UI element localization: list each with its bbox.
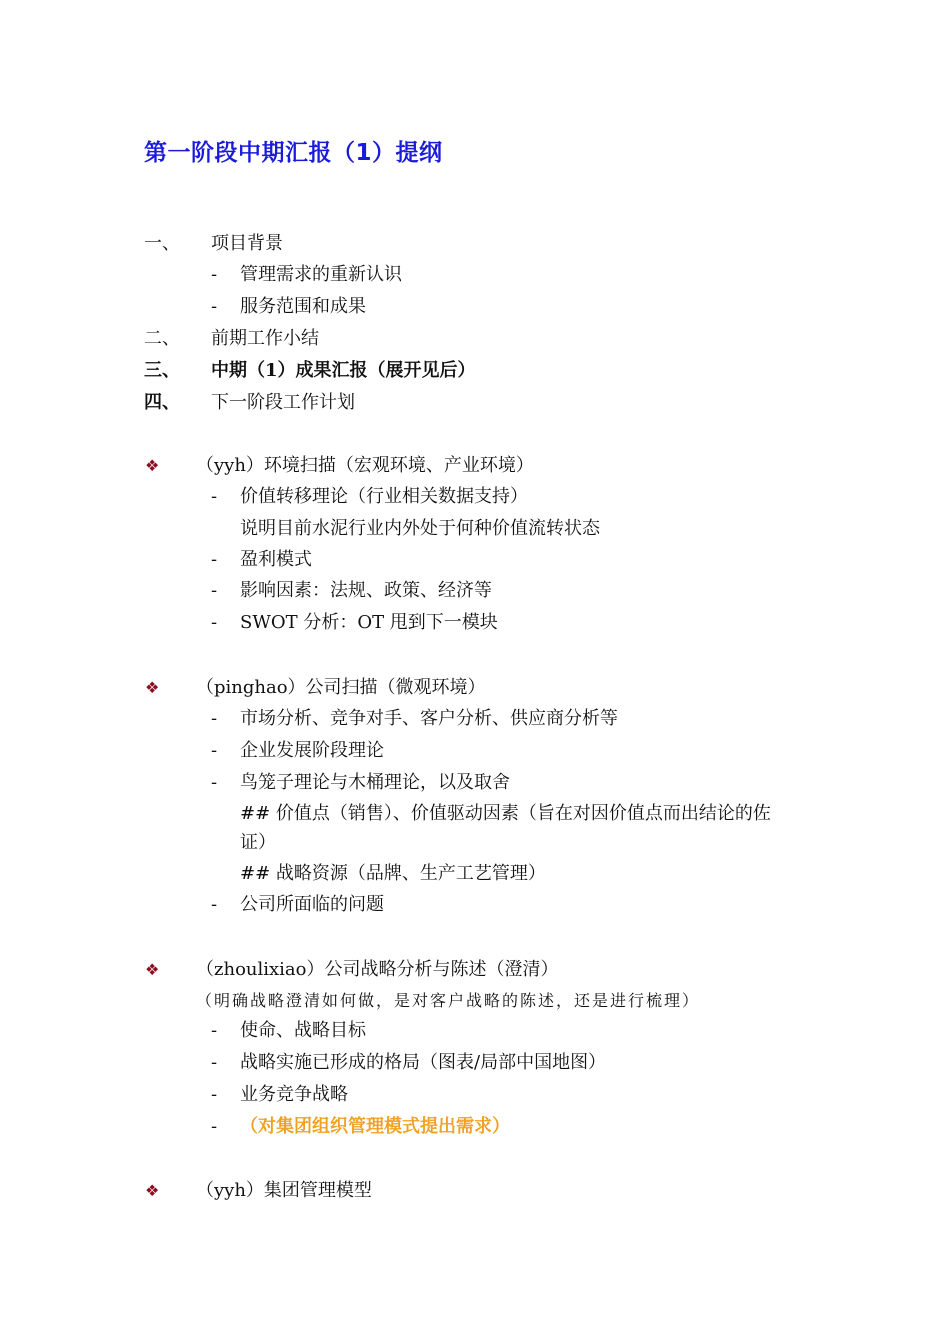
section-note: （明确战略澄清如何做，是对客户战略的陈述，还是进行梳理）: [196, 991, 701, 1010]
dash-marker: -: [211, 1020, 218, 1041]
section-heading: （zhoulixiao）公司战略分析与陈述（澄清）: [196, 959, 559, 980]
list-item: 说明目前水泥行业内外处于何种价值流转状态: [240, 518, 600, 539]
section-heading: （yyh）集团管理模型: [196, 1180, 372, 1201]
dash-marker: -: [211, 1116, 218, 1137]
section-heading: （pinghao）公司扫描（微观环境）: [196, 677, 486, 698]
list-item: SWOT 分析：OT 甩到下一模块: [240, 612, 498, 633]
list-item: 证）: [240, 832, 276, 853]
list-item: ## 价值点（销售）、价值驱动因素（旨在对因价值点而出结论的佐: [240, 803, 771, 824]
dash-marker: -: [211, 486, 218, 507]
highlight-item: （对集团组织管理模式提出需求）: [240, 1116, 510, 1137]
outline-num-3: 三、: [144, 360, 180, 381]
list-item: 企业发展阶段理论: [240, 740, 384, 761]
dash-marker: -: [211, 612, 218, 633]
outline-subitem: 管理需求的重新认识: [240, 264, 402, 285]
outline-item-1: 项目背景: [211, 233, 283, 254]
outline-num-1: 一、: [144, 233, 180, 254]
outline-num-2: 二、: [144, 328, 180, 349]
list-item: 公司所面临的问题: [240, 894, 384, 915]
diamond-bullet-icon: ❖: [145, 960, 160, 979]
diamond-bullet-icon: ❖: [145, 1181, 160, 1200]
dash-marker: -: [211, 1052, 218, 1073]
dash-marker: -: [211, 264, 218, 285]
list-item: 鸟笼子理论与木桶理论，以及取舍: [240, 772, 510, 793]
list-item: ## 战略资源（品牌、生产工艺管理）: [240, 863, 546, 884]
dash-marker: -: [211, 708, 218, 729]
outline-num-4: 四、: [144, 392, 180, 413]
dash-marker: -: [211, 580, 218, 601]
dash-marker: -: [211, 1084, 218, 1105]
dash-marker: -: [211, 549, 218, 570]
list-item: 业务竞争战略: [240, 1084, 348, 1105]
list-item: 使命、战略目标: [240, 1020, 366, 1041]
dash-marker: -: [211, 772, 218, 793]
outline-item-2: 前期工作小结: [211, 328, 319, 349]
outline-item-3: 中期（1）成果汇报（展开见后）: [211, 360, 476, 381]
list-item: 影响因素：法规、政策、经济等: [240, 580, 492, 601]
outline-item-4: 下一阶段工作计划: [211, 392, 355, 413]
dash-marker: -: [211, 296, 218, 317]
dash-marker: -: [211, 740, 218, 761]
diamond-bullet-icon: ❖: [145, 456, 160, 475]
outline-subitem: 服务范围和成果: [240, 296, 366, 317]
section-heading: （yyh）环境扫描（宏观环境、产业环境）: [196, 455, 534, 476]
page-title: 第一阶段中期汇报（1）提纲: [144, 140, 443, 166]
list-item: 战略实施已形成的格局（图表/局部中国地图）: [240, 1052, 607, 1073]
list-item: 价值转移理论（行业相关数据支持）: [240, 486, 528, 507]
list-item: 盈利模式: [240, 549, 312, 570]
dash-marker: -: [211, 894, 218, 915]
diamond-bullet-icon: ❖: [145, 678, 160, 697]
list-item: 市场分析、竞争对手、客户分析、供应商分析等: [240, 708, 618, 729]
